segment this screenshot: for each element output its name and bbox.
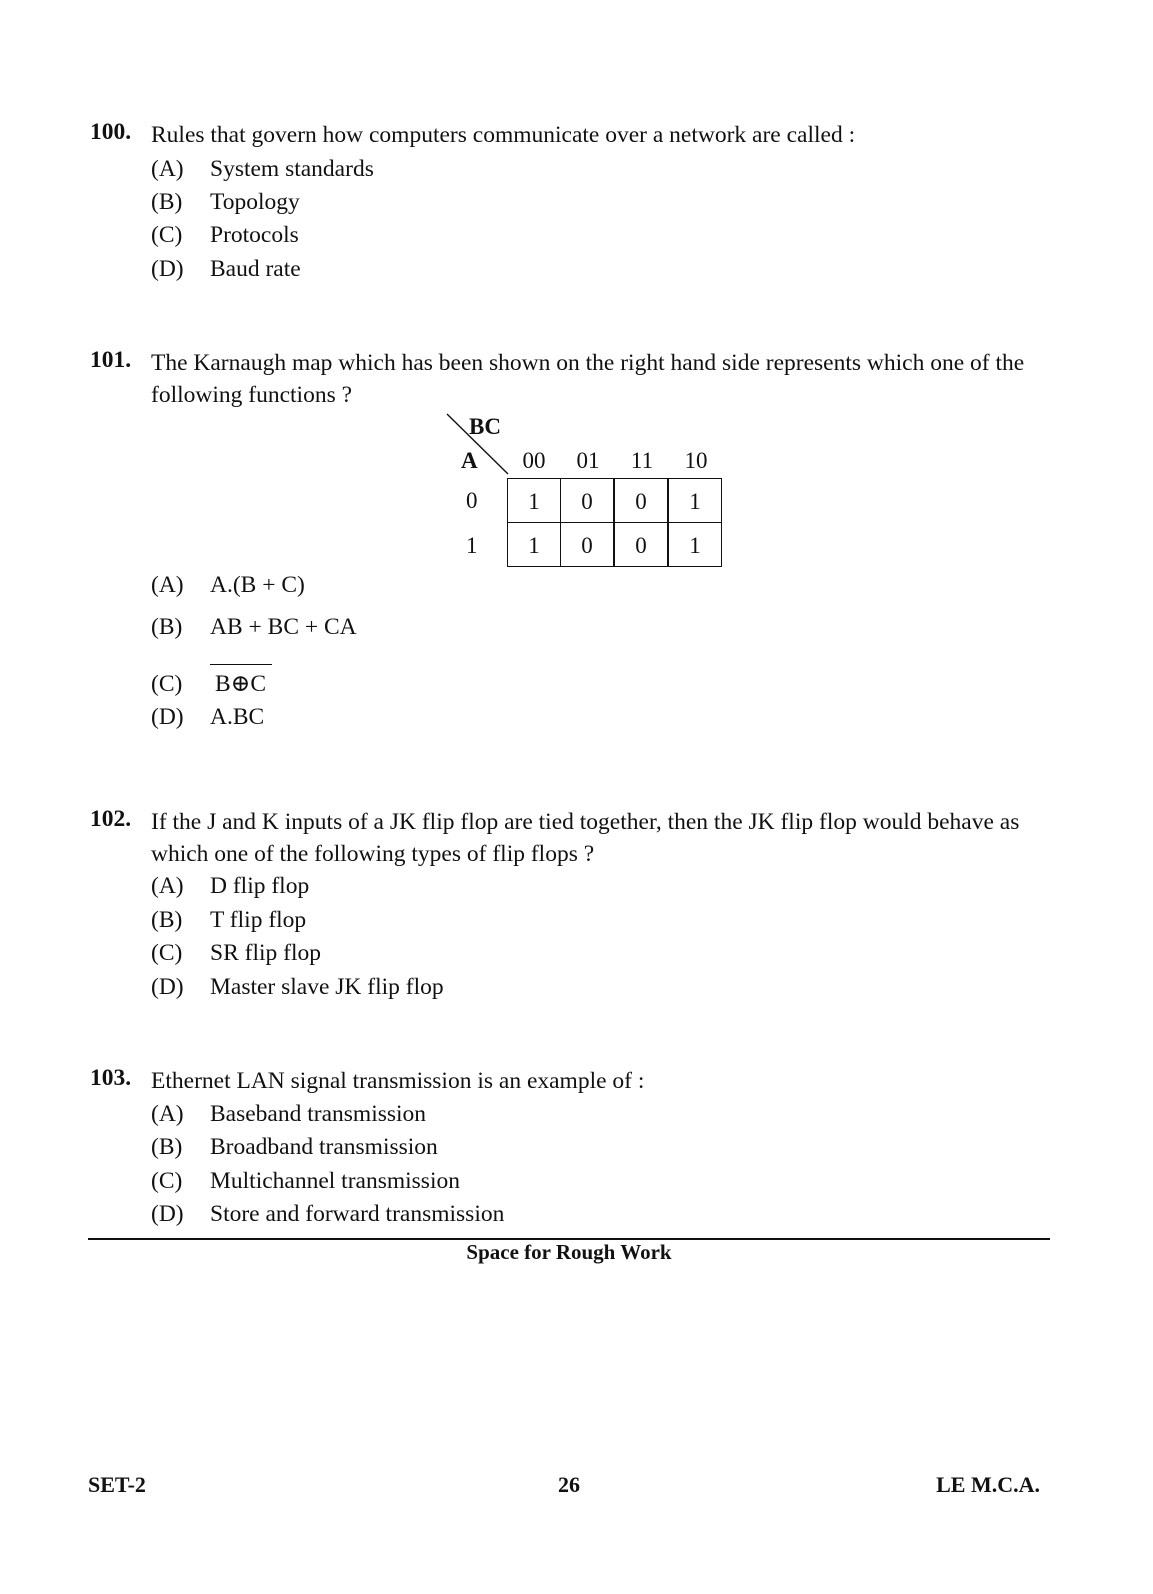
kmap-column-header: 11: [630, 448, 654, 473]
rough-work-label: Space for Rough Work: [466, 1240, 672, 1264]
question-text: Rules that govern how computers communicate over a network are called :: [151, 122, 856, 148]
option-label: (C): [151, 222, 183, 248]
option-text: Protocols: [210, 222, 299, 248]
option-d: [151, 971, 444, 1003]
option-label: (C): [151, 940, 183, 966]
option-text: Baud rate: [210, 256, 301, 282]
kmap-column-header: 10: [684, 448, 708, 473]
option-text: Broadband transmission: [210, 1134, 438, 1160]
option-text: Topology: [210, 189, 300, 215]
option-label: (A): [151, 156, 184, 182]
option-label: (C): [151, 1168, 183, 1194]
option-text: Multichannel transmission: [210, 1168, 460, 1194]
option-label: (D): [151, 704, 184, 730]
option-text-overlined: [210, 668, 266, 700]
option-label: (B): [151, 614, 183, 640]
option-text: D flip flop: [210, 873, 310, 899]
option-text: System standards: [210, 156, 374, 182]
option-text: Master slave JK flip flop: [210, 974, 444, 1000]
question-text: Ethernet LAN signal transmission is an example of :: [151, 1068, 645, 1094]
option-label: (A): [151, 873, 184, 899]
question-number: 102.: [90, 806, 132, 832]
kmap-cell: 1: [507, 522, 561, 567]
kmap-row-variable: A: [461, 448, 478, 473]
option-d: [151, 701, 264, 733]
option-d: [151, 253, 301, 285]
question-number: 103.: [90, 1065, 132, 1091]
question-text: If the J and K inputs of a JK flip flop are tied together, then the JK flip flop would behave as which one of the following types of flip flops ?: [151, 809, 1020, 867]
kmap-row-label: 1: [466, 533, 478, 558]
question-number: 101.: [90, 347, 132, 373]
kmap-cell: 0: [614, 522, 668, 567]
kmap-cell: 0: [560, 522, 614, 567]
option-text: Baseband transmission: [210, 1101, 427, 1127]
kmap-column-variable: BC: [469, 414, 501, 439]
option-c: [151, 668, 266, 700]
option-text: T flip flop: [210, 907, 307, 933]
kmap-cell: 0: [614, 478, 668, 523]
option-c: [151, 219, 299, 251]
option-text: A.(B + C): [210, 572, 305, 598]
kmap-column-header: 01: [576, 448, 600, 473]
option-label: (A): [151, 1101, 184, 1127]
option-a: [151, 1098, 426, 1130]
option-a: [151, 870, 309, 902]
option-d: [151, 1198, 504, 1230]
option-label: (D): [151, 1201, 184, 1227]
footer-page-number: 26: [558, 1472, 580, 1497]
option-a: [151, 153, 374, 185]
option-b: [151, 611, 357, 643]
option-text: AB + BC + CA: [210, 614, 357, 640]
question-text: The Karnaugh map which has been shown on the right hand side represents which one of the following functions ?: [151, 350, 1025, 408]
overline-bar: [210, 664, 272, 665]
kmap-row-label: 0: [466, 488, 478, 513]
option-b: [151, 1131, 438, 1163]
option-text: B⊕C: [215, 671, 267, 697]
kmap-cell: 1: [668, 478, 722, 523]
kmap-cell: 1: [507, 478, 561, 523]
option-label: (B): [151, 907, 183, 933]
question-number: 100.: [90, 119, 132, 145]
option-label: (B): [151, 1134, 183, 1160]
kmap-column-header: 00: [522, 448, 546, 473]
option-text: Store and forward transmission: [210, 1201, 505, 1227]
option-label: (C): [151, 671, 183, 697]
option-label: (B): [151, 189, 183, 215]
footer-exam-name: LE M.C.A.: [936, 1472, 1040, 1497]
karnaugh-map: [445, 412, 735, 572]
kmap-cell: 1: [668, 522, 722, 567]
footer-set: SET-2: [88, 1472, 146, 1497]
option-a: [151, 569, 305, 601]
option-label: (D): [151, 974, 184, 1000]
kmap-cell: 0: [560, 478, 614, 523]
option-text: A.BC: [210, 704, 265, 730]
option-b: [151, 904, 306, 936]
option-label: (D): [151, 256, 184, 282]
option-label: (A): [151, 572, 184, 598]
option-c: [151, 937, 321, 969]
option-c: [151, 1165, 460, 1197]
option-b: [151, 186, 300, 218]
option-text: SR flip flop: [210, 940, 321, 966]
